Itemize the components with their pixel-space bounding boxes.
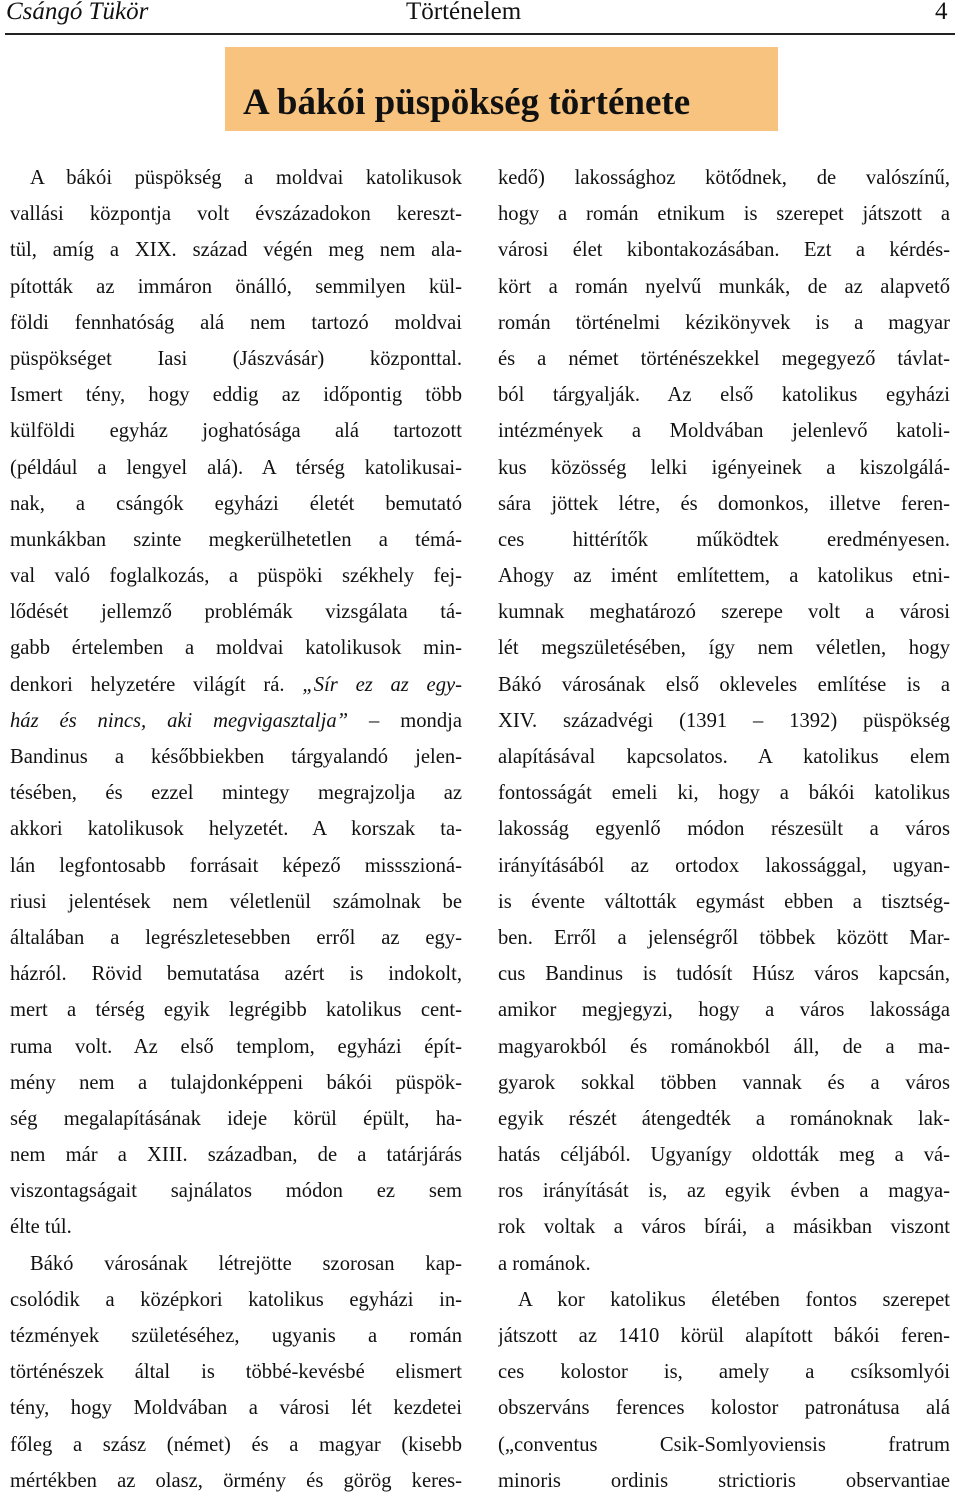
line-text: val való foglalkozás, a püspöki székhely fej- <box>10 565 462 588</box>
text-line <box>498 848 950 884</box>
line-text: tézmények születéséhez, ugyanis a román <box>10 1325 462 1347</box>
text-line <box>10 811 462 847</box>
line-text: (például a lengyel alá). A térség katolikusai- <box>10 456 462 479</box>
line-text: Bákó városának első okleveles említése is a <box>498 673 950 696</box>
line-text: magyarokból és románokból áll, de a ma- <box>498 1035 950 1058</box>
text-line <box>10 413 462 449</box>
line-text: munkákban szinte megkerülhetetlen a témá- <box>10 528 462 551</box>
line-text: XIV. századvégi (1391 – 1392) püspökség <box>498 709 950 732</box>
line-text: általában a legrészletesebben erről az egy- <box>10 926 462 949</box>
line-text: lét megszületésében, így nem véletlen, hogy <box>498 637 950 660</box>
text-line <box>498 811 950 847</box>
text-line <box>498 1065 950 1101</box>
line-text: külföldi egyház joghatósága alá tartozott <box>10 420 462 443</box>
line-text: A bákói püspökség a moldvai katolikusok <box>30 167 462 189</box>
line-text: rok voltak a város bírái, a másikban viszont <box>498 1216 950 1239</box>
line-text: főleg a szász (német) és a magyar (kisebb <box>10 1433 462 1456</box>
line-text: kedő) lakossághoz kötődnek, de valószínű, <box>498 167 950 189</box>
text-line <box>10 739 462 775</box>
text-line <box>10 848 462 884</box>
line-text: Bákó városának létrejötte szorosan kap- <box>30 1252 462 1275</box>
text-line <box>10 1065 462 1101</box>
line-text: tény, hogy Moldvában a városi lét kezdetei <box>10 1397 462 1420</box>
left-column <box>10 160 462 1499</box>
line-text: Ahogy az imént említettem, a katolikus etni- <box>498 565 950 588</box>
line-text: nem már a XIII. században, de a tatárjárás <box>10 1144 462 1167</box>
line-text: Ismert tény, hogy eddig az időpontig több <box>10 384 462 407</box>
text-line <box>498 522 950 558</box>
text-line <box>498 594 950 630</box>
italic-quote: ház és nincs, aki megvigasztalja” <box>10 709 349 732</box>
line-text: gyarok sokkal többen vannak és a város <box>498 1071 950 1094</box>
text-line <box>10 1463 462 1499</box>
text-line <box>10 486 462 522</box>
line-text: pították az immáron önálló, semmilyen kül- <box>10 275 462 298</box>
line-text: viszontagságait sajnálatos módon ez sem <box>10 1180 462 1203</box>
line-text: gabb értelemben a moldvai katolikusok min- <box>10 637 462 660</box>
page-number: 4 <box>935 0 948 25</box>
line-text: alapításával kapcsolatos. A katolikus elem <box>498 746 950 768</box>
line-text: hatás céljából. Ugyanígy oldották meg a vá- <box>498 1144 950 1167</box>
text-line <box>498 377 950 413</box>
text-line <box>498 775 950 811</box>
line-text: tésében, és ezzel mintegy megrajzolja az <box>10 782 462 805</box>
line-text: egyik részét átengedték a románoknak lak- <box>498 1107 950 1130</box>
section-name: Történelem <box>406 0 522 25</box>
line-text: amikor megjegyzi, hogy a város lakossága <box>498 999 950 1022</box>
line-text: nak, a csángók egyházi életét bemutató <box>10 492 462 515</box>
text-line <box>498 341 950 377</box>
line-text: vallási központja volt évszázadokon kereszt- <box>10 203 462 226</box>
line-text: lán legfontosabb forrásait képező missszioná- <box>10 854 462 877</box>
text-line <box>10 1427 462 1463</box>
line-text: denkori helyzetére világít rá. <box>10 673 285 696</box>
text-line <box>498 630 950 666</box>
line-text: tül, amíg a XIX. század végén meg nem ala- <box>10 239 462 262</box>
line-text: kus közösség lelki igényeinek a kiszolgálá- <box>498 456 950 479</box>
line-text: („conventus Csik-Somlyoviensis fratrum <box>498 1433 950 1456</box>
text-line <box>498 992 950 1028</box>
text-line <box>10 269 462 305</box>
line-text: és a német történészekkel megegyező távlat- <box>498 347 950 370</box>
text-line <box>10 667 462 703</box>
text-line <box>498 1137 950 1173</box>
line-text: mértékben az olasz, örmény és görög keres- <box>10 1469 462 1492</box>
text-line <box>10 160 462 196</box>
text-line <box>10 196 462 232</box>
right-column <box>498 160 950 1499</box>
line-text: lakosság egyenlő módon részesült a város <box>498 818 950 841</box>
text-line <box>498 1282 950 1318</box>
line-text: cus Bandinus is tudósít Húsz város kapcsán, <box>498 963 950 986</box>
text-line <box>498 920 950 956</box>
italic-quote: „Sír ez az egy- <box>302 673 462 696</box>
page-header <box>0 0 960 34</box>
line-text: ból tárgyalják. Az első katolikus egyházi <box>498 384 950 407</box>
line-text: intézmények a Moldvában jelenlevő katoli- <box>498 420 950 443</box>
line-text: játszott az 1410 körül alapított bákói feren- <box>498 1325 950 1347</box>
line-text: hogy a román etnikum is szerepet játszott a <box>498 203 950 226</box>
line-text: is évente váltották egymást ebben a tisztség- <box>498 890 950 913</box>
text-line <box>498 1246 950 1282</box>
text-line <box>498 1101 950 1137</box>
text-line <box>498 558 950 594</box>
text-line <box>498 413 950 449</box>
line-text: csolódik a középkori katolikus egyházi in- <box>10 1288 462 1311</box>
line-text: történészek által is többé-kevésbé elismert <box>10 1361 462 1384</box>
line-text: – mondja <box>348 709 462 732</box>
title-banner <box>225 47 778 131</box>
text-line <box>498 703 950 739</box>
text-line <box>498 160 950 196</box>
line-text: fontosságát emeli ki, hogy a bákói katolikus <box>498 782 950 805</box>
text-line <box>498 1427 950 1463</box>
line-text: ség megalapításának ideje körül épült, ha- <box>10 1107 462 1130</box>
line-text: riusi jelentések nem véletlenül számolnak be <box>10 890 462 913</box>
text-line <box>498 1354 950 1390</box>
line-text: mert a térség egyik legrégibb katolikus cent- <box>10 999 462 1022</box>
text-line <box>498 450 950 486</box>
line-text: ces kolostor is, amely a csíksomlyói <box>498 1361 950 1384</box>
text-line <box>498 884 950 920</box>
text-line <box>10 1137 462 1173</box>
text-line <box>10 1390 462 1426</box>
text-line <box>498 1029 950 1065</box>
text-line <box>498 739 950 775</box>
line-text: kört a román nyelvű munkák, de az alapvető <box>498 275 950 298</box>
text-line <box>10 920 462 956</box>
text-line <box>498 486 950 522</box>
text-line <box>498 1209 950 1245</box>
text-line <box>10 1209 462 1245</box>
text-line <box>10 377 462 413</box>
header-rule <box>5 33 955 35</box>
text-line <box>498 269 950 305</box>
line-text: irányításából az ortodox lakossággal, ugyan- <box>498 854 950 877</box>
text-line <box>498 956 950 992</box>
text-line <box>10 232 462 268</box>
article-title: A bákói püspökség története <box>243 82 691 123</box>
line-text: házról. Rövid bemutatása azért is indokolt, <box>10 963 462 986</box>
line-text: földi fennhatóság alá nem tartozó moldvai <box>10 311 462 334</box>
text-line <box>10 1318 462 1354</box>
line-text: mény nem a tulajdonképpeni bákói püspök- <box>10 1071 462 1094</box>
text-line <box>10 1246 462 1282</box>
line-text: a románok. <box>498 1252 591 1275</box>
text-line <box>498 305 950 341</box>
text-line <box>10 341 462 377</box>
text-line <box>10 992 462 1028</box>
line-text: sára jöttek létre, és domonkos, illetve feren- <box>498 492 950 515</box>
text-line <box>10 594 462 630</box>
text-line <box>498 1318 950 1354</box>
text-line <box>10 775 462 811</box>
text-line <box>10 450 462 486</box>
text-line <box>10 305 462 341</box>
line-text: román történelmi kézikönyvek is a magyar <box>498 311 950 334</box>
text-line <box>10 1101 462 1137</box>
line-text: minoris ordinis strictioris observantiae <box>498 1469 950 1492</box>
line-text: obszerváns ferences kolostor patronátusa alá <box>498 1397 950 1420</box>
line-text: akkori katolikusok helyzetét. A korszak ta- <box>10 818 462 841</box>
line-text: ruma volt. Az első templom, egyházi épít- <box>10 1035 462 1058</box>
line-text: A kor katolikus életében fontos szerepet <box>518 1288 950 1311</box>
text-line <box>10 956 462 992</box>
line-text: püspökséget Iasi (Jászvásár) központtal. <box>10 347 462 370</box>
text-line <box>10 1354 462 1390</box>
line-text: Bandinus a későbbiekben tárgyalandó jelen- <box>10 746 462 768</box>
text-line <box>498 667 950 703</box>
text-line <box>10 1282 462 1318</box>
text-line <box>498 1173 950 1209</box>
line-text: élte túl. <box>10 1216 72 1239</box>
text-line <box>10 1173 462 1209</box>
text-line <box>10 884 462 920</box>
line-text: kumnak meghatározó szerepe volt a városi <box>498 601 950 624</box>
text-line <box>10 558 462 594</box>
text-line <box>10 522 462 558</box>
text-line <box>10 1029 462 1065</box>
line-text: ben. Erről a jelenségről többek között Mar- <box>498 926 950 949</box>
text-line <box>10 630 462 666</box>
line-text: lődését jellemző problémák vizsgálata tá- <box>10 601 462 624</box>
line-text: ros irányítását is, az egyik évben a magya- <box>498 1180 950 1203</box>
line-text: ces hittérítők működtek eredményesen. <box>498 528 950 551</box>
line-text: városi élet kibontakozásában. Ezt a kérdés- <box>498 239 950 262</box>
text-line <box>498 232 950 268</box>
text-line <box>498 196 950 232</box>
text-line <box>498 1390 950 1426</box>
text-line <box>10 703 462 739</box>
text-line <box>498 1463 950 1499</box>
magazine-name: Csángó Tükör <box>6 0 149 25</box>
